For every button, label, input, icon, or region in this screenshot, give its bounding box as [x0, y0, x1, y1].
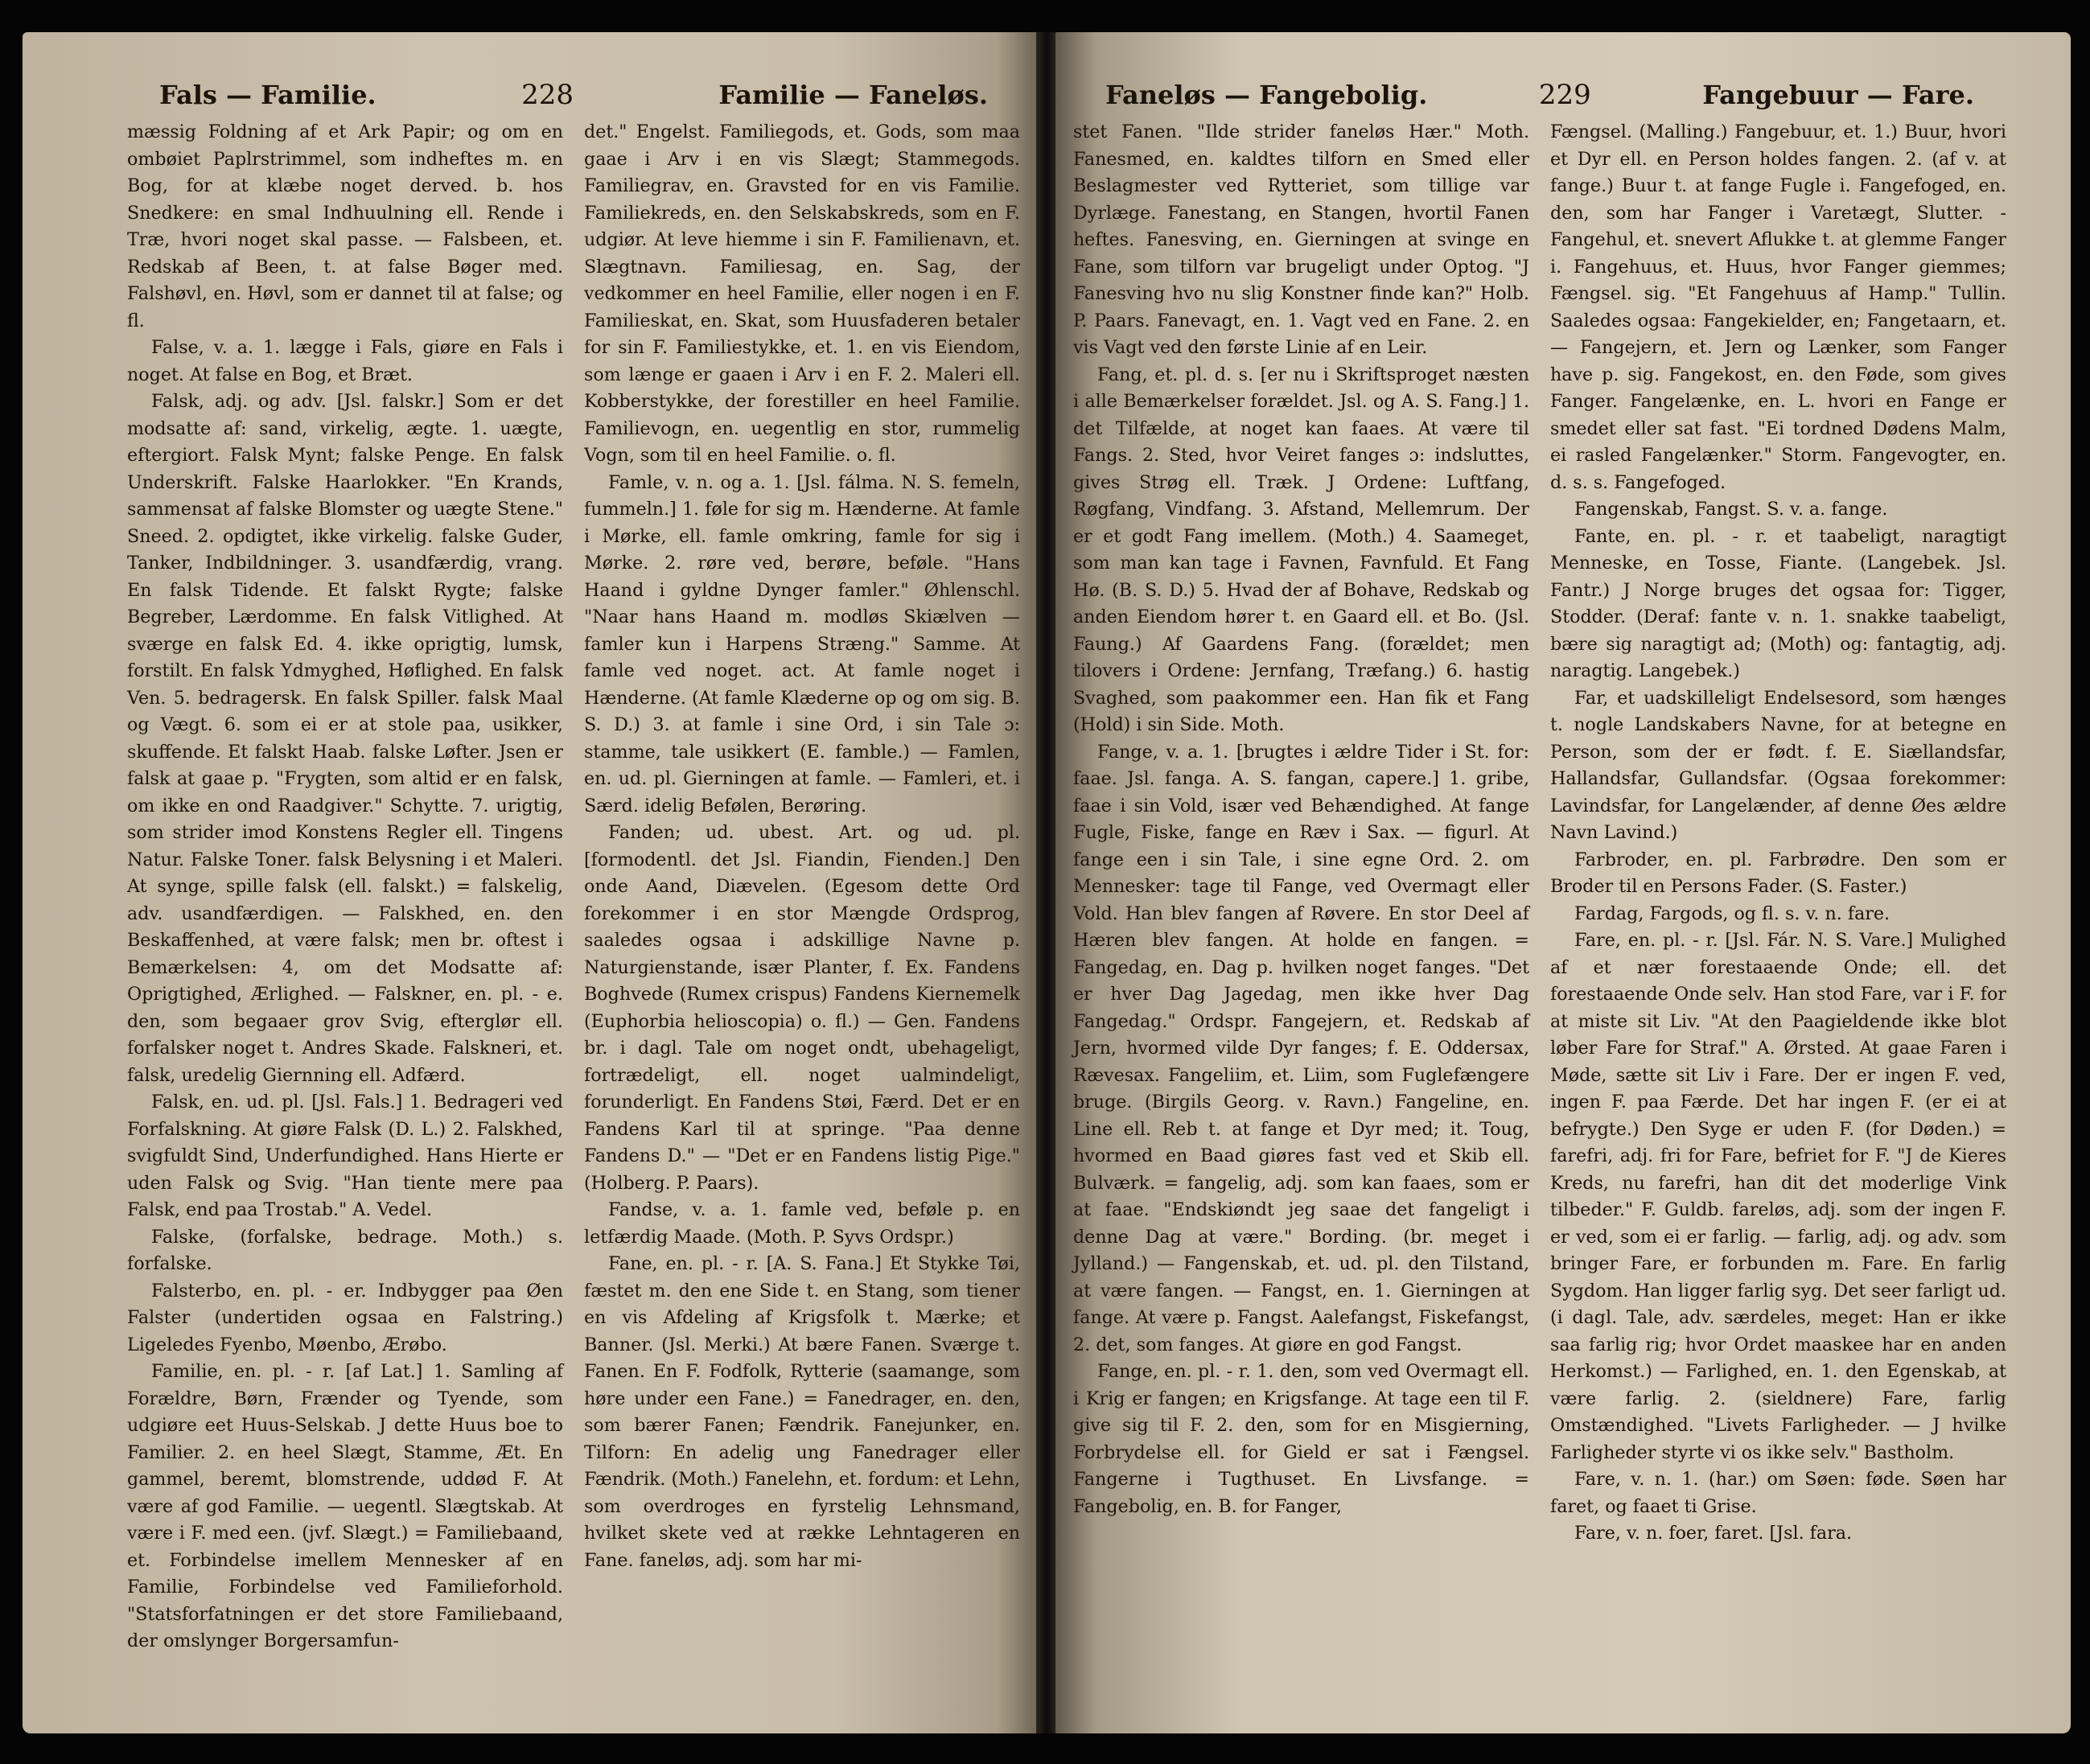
entry-paragraph: Falsterbo, en. pl. - er. Indbygger paa Øen Falster (undertiden ogsaa en Falstring.) Ligeledes Fyenbo, Møenbo, Ærøbo. [127, 1280, 563, 1355]
entry-paragraph: Fangenskab, Fangst. S. v. a. fange. [1574, 499, 1888, 520]
entry-paragraph: Fare, v. n. foer, faret. [Jsl. fara. [1574, 1523, 1852, 1544]
running-head [1073, 79, 2006, 111]
entry-paragraph: Fante, en. pl. - r. et taabeligt, naragtigt Menneske, en Tosse, Fiante. (Langebek. Jsl. Fantr.) J Norge bruges det ogsaa for: Tigger, Stodder. (Deraf: fante v. n. 1. snakke taabeligt, bære sig naragtigt ad; (Moth) og: fantagtig, adj. naragtig. Langebek.) [1550, 525, 2006, 681]
page-number: 228 [521, 79, 574, 111]
header-right: Familie — Faneløs. [718, 80, 988, 110]
entry-paragraph: False, v. a. 1. lægge i Fals, giøre en Fals i noget. At false en Bog, et Bræt. [127, 337, 563, 385]
column-1 [127, 119, 563, 1655]
entry-paragraph: Fane, en. pl. - r. [A. S. Fana.] Et Stykke Tøi, fæstet m. den ene Side t. en Stang, som tiener en vis Afdeling af Krigsfolk t. Mærke; et Banner. (Jsl. Merki.) At bære Fanen. Sværge t. Fanen. En F. Fodfolk, Rytterie (saamange, som høre under een Fane.) = Fanedrager, en. den, som bærer Fanen; Fændrik. Fanejunker, en. Tilforn: En adelig ung Fanedrager eller Fændrik. (Moth.) Fanelehn, et. fordum: et Lehn, som overdroges en fyrstelig Lehnsmand, hvilket skete ved at række Lehntageren en Fane. faneløs, adj. som har mi- [584, 1253, 1020, 1571]
column-2 [584, 119, 1020, 1655]
header-left: Fals — Familie. [159, 80, 376, 110]
entry-paragraph: Fange, v. a. 1. [brugtes i ældre Tider i St. for: faae. Jsl. fanga. A. S. fangan, capere.] 1. gribe, faae i sin Vold, især ved Behændighed. At fange Fugle, Fiske, fange en Ræv i Sax. — figurl. At fange een i sin Tale, i sine egne Ord. 2. om Mennesker: tage til Fange, ved Overmagt eller Vold. Han blev fangen af Røvere. En stor Deel af Hæren blev fangen. At holde en fangen. = Fangedag, en. Dag p. hvilken noget fanges. "Det er hver Dag Jagedag, men ikke hver Dag Fangedag." Ordspr. Fangejern, et. Redskab af Jern, hvormed vilde Dyr fanges; f. E. Oddersax, Rævesax. Fangeliim, et. Liim, som Fuglefængere bruge. (Birgils Georg. v. Ravn.) Fangeline, en. Line ell. Reb t. at fange et Dyr med; it. Toug, hvormed en Baad giøres fast ved et Skib ell. Bulværk. = fangelig, adj. som kan faaes, som er at faae. "Endskiøndt jeg saae det fangeligt i denne Dag at være." Bording. (br. meget i Jylland.) — Fangenskab, et. ud. pl. den Tilstand, at være fangen. — Fangst, en. 1. Gierningen at fange. At være p. Fangst. Aalefangst, Fiskefangst, 2. det, som fanges. At giøre en god Fangst. [1073, 741, 1529, 1355]
header-right: Fangebuur — Fare. [1702, 80, 1974, 110]
entry-paragraph: Fængsel. (Malling.) Fangebuur, et. 1.) Buur, hvori et Dyr ell. en Person holdes fangen. 2. (af v. at fange.) Buur t. at fange Fugle i. Fangefoged, en. den, som har Fanger i Varetægt, Slutter. - Fangehul, et. snevert Aflukke t. at glemme Fanger i. Fangehuus, et. Huus, hvor Fanger giemmes; Fængsel. sig. "Et Fangehuus af Hamp." Tullin. Saaledes ogsaa: Fangekielder, en; Fangetaarn, et. — Fangejern, et. Jern og Lænker, som Fanger have p. sig. Fangekost, en. den Føde, som gives Fanger. Fangelænke, en. L. hvori en Fange er smedet eller sat fast. "Ei tordned Dødens Malm, ei rasled Fangelænker." Storm. Fangevogter, en. d. s. s. Fangefoged. [1550, 121, 2006, 493]
entry-paragraph: stet Fanen. "Ilde strider faneløs Hær." Moth. Fanesmed, en. kaldtes tilforn en Smed eller Beslagmester ved Rytteriet, som tillige var Dyrlæge. Fanestang, en Stangen, hvortil Fanen heftes. Fanesving, en. Gierningen at svinge en Fane, som tilforn var brugeligt under Optog. "J Fanesving hvo nu slig Konstner finde kan?" Holb. P. Paars. Fanevagt, en. 1. Vagt ved en Fane. 2. en vis Vagt ved den første Linie af en Leir. [1073, 121, 1529, 358]
entry-paragraph: Famle, v. n. og a. 1. [Jsl. fálma. N. S. femeln, fummeln.] 1. føle for sig m. Hænderne. At famle i Mørke, ell. famle omkring, famle for sig i Mørke. 2. røre ved, berøre, beføle. "Hans Haand i gyldne Dynger famler." Øhlenschl. "Naar hans Haand m. modløs Skiælven — famler kun i Harpens Stræng." Samme. At famle ved noget. act. At famle noget i Hænderne. (At famle Klæderne op og om sig. B. S. D.) 3. at famle i sine Ord, i sin Tale ɔ: stamme, tale usikkert (E. famble.) — Famlen, en. ud. pl. Gierningen at famle. — Famleri, et. i Særd. idelig Befølen, Berøring. [584, 471, 1020, 816]
entry-paragraph: Falsk, en. ud. pl. [Jsl. Fals.] 1. Bedrageri ved Forfalskning. At giøre Falsk (D. L.) 2. Falskhed, svigfuldt Sind, Underfundighed. Hans Hierte er uden Falsk og Svig. "Han tiente mere paa Falsk, end paa Trostab." A. Vedel. [127, 1092, 563, 1220]
header-left: Faneløs — Fangebolig. [1105, 80, 1428, 110]
entry-paragraph: Falsk, adj. og adv. [Jsl. falskr.] Som er det modsatte af: sand, virkelig, ægte. 1. uægte, eftergiort. Falsk Mynt; falske Penge. En falsk Underskrift. Falske Haarlokker. "En Krands, sammensat af falske Blomster og uægte Stene." Sneed. 2. opdigtet, ikke virkelig. falske Guder, Tanker, Indbildninger. 3. usandfærdig, vrang. En falsk Tidende. Et falskt Rygte; falske Begreber, Lærdomme. En falsk Vitlighed. At sværge en falsk Ed. 4. ikke oprigtig, lumsk, forstilt. En falsk Ydmyghed, Høflighed. En falsk Ven. 5. bedragersk. En falsk Spiller. falsk Maal og Vægt. 6. som ei er at stole paa, usikker, skuffende. Et falskt Haab. falske Løfter. Jsen er falsk at gaae p. "Frygten, som altid er en falsk, om ikke en ond Raadgiver." Schytte. 7. urigtig, som strider imod Konstens Regler ell. Tingens Natur. Falske Toner. falsk Belysning i et Maleri. At synge, spille falsk (ell. falskt.) = falskelig, adv. usandfærdigen. — Falskhed, en. den Beskaffenhed, at være falsk; men br. oftest i Bemærkelsen: 4, om det Modsatte af: Oprigtighed, Ærlighed. — Falskner, en. pl. - e. den, som begaaer grov Svig, efterglør ell. forfalsker noget t. Andres Skade. Falskneri, et. falsk, uredelig Giernning ell. Adfærd. [127, 391, 563, 1086]
text-columns [127, 119, 1020, 1655]
running-head [127, 79, 1020, 111]
entry-paragraph: Familie, en. pl. - r. [af Lat.] 1. Samling af Forældre, Børn, Frænder og Tyende, som udgiøre eet Huus-Selskab. J dette Huus boe to Familier. 2. en heel Slægt, Stamme, Æt. En gammel, beremt, blomstrende, uddød F. At være af god Familie. — uegentl. Slægtskab. At være i F. med een. (jvf. Slægt.) = Familiebaand, et. Forbindelse imellem Mennesker af en Familie, Forbindelse ved Familieforhold. "Statsforfatningen er det store Familiebaand, der omslynger Borgersamfun- [127, 1361, 563, 1651]
entry-paragraph: Falske, (forfalske, bedrage. Moth.) s. forfalske. [127, 1226, 563, 1274]
column-2 [1550, 119, 2006, 1548]
book-gutter [1036, 32, 1057, 1733]
column-1 [1073, 119, 1529, 1548]
entry-paragraph: Fang, et. pl. d. s. [er nu i Skriftsproget næsten i alle Bemærkelser forældet. Jsl. og A. S. Fang.] 1. det Tilfælde, at noget kan faaes. At være til Fangs. 2. Sted, hvor Veiret fanges ɔ: indsluttes, gives Strøg ell. Træk. J Ordene: Luftfang, Røgfang, Vindfang. 3. Afstand, Mellemrum. Der er et godt Fang imellem. (Moth.) 4. Saameget, som man kan tage i Favnen, Favnfuld. Et Fang Hø. (B. S. D.) 5. Hvad der af Bohave, Redskab og anden Eiendom hører t. en Gaard ell. et Bo. (Jsl. Faung.) Af Gaardens Fang. (forældet; men tilovers i Ordene: Jernfang, Træfang.) 6. hastig Svaghed, som paakommer een. Han fik et Fang (Hold) i sin Side. Moth. [1073, 364, 1529, 735]
entry-paragraph: Fare, en. pl. - r. [Jsl. Fár. N. S. Vare.] Mulighed af et nær forestaaende Onde; ell. det forestaaende Onde selv. Han stod Fare, var i F. for at miste sit Liv. "At den Paagieldende ikke blot løber Fare for Straf." A. Ørsted. At gaae Faren i Møde, sætte sit Liv i Fare. Der er ingen F. ved, ingen F. paa Færde. Det har ingen F. (er ei at befrygte.) Den Syge er uden F. (for Døden.) = farefri, adj. fri for Fare, befriet for F. "J de Kieres Kreds, nu farefri, han dit det moderlige Vink tilbeder." F. Guldb. fareløs, adj. som der ingen F. er ved, som ei er farlig. — farlig, adj. og adv. som bringer Fare, er forbunden m. Fare. En farlig Sygdom. Han ligger farlig syg. Det seer farligt ud. (i dagl. Tale, adv. særdeles, meget: Han er ikke saa farlig rig; hvor Ordet maaskee har en anden Herkomst.) — Farlighed, en. 1. den Egenskab, at være farlig. 2. (sieldnere) Fare, farlig Omstændighed. "Livets Farligheder. — J hvilke Farligheder styrte vi os ikke selv." Bastholm. [1550, 930, 2006, 1463]
entry-paragraph: Fanden; ud. ubest. Art. og ud. pl. [formodentl. det Jsl. Fiandin, Fienden.] Den onde Aand, Diævelen. (Egesom dette Ord forekommer i en stor Mængde Ordsprog, saaledes ogsaa i adskillige Navne p. Naturgienstande, især Planter, f. Ex. Fandens Boghvede (Rumex crispus) Fandens Kiernemelk (Euphorbia helioscopia) o. fl.) — Gen. Fandens br. i dagl. Tale om noget ondt, ubehageligt, fortrædeligt, ell. noget ualmindeligt, forunderligt. En Fandens Støi, Færd. Det er en Fandens Karl til at springe. "Paa denne Fandens D." — "Det er en Fandens listig Pige." (Holberg. P. Paars). [584, 822, 1020, 1194]
entry-paragraph: Fandse, v. a. 1. famle ved, beføle p. en letfærdig Maade. (Moth. P. Syvs Ordspr.) [584, 1199, 1020, 1248]
right-page [1055, 32, 2071, 1733]
entry-paragraph: Far, et uadskilleligt Endelsesord, som hænges t. nogle Landskabers Navne, for at betegne en Person, som der er født. f. E. Siællandsfar, Hallandsfar, Gullandsfar. (Ogsaa forekommer: Lavindsfar, for Langelænder, af denne Øes ældre Navn Lavind.) [1550, 687, 2006, 843]
entry-paragraph: Fardag, Fargods, og fl. s. v. n. fare. [1574, 903, 1890, 924]
entry-paragraph: Fange, en. pl. - r. 1. den, som ved Overmagt ell. i Krig er fangen; en Krigsfange. At tage een til F. give sig til F. 2. den, som for en Misgierning, Forbrydelse ell. for Gield er sat i Fængsel. Fangerne i Tugthuset. En Livsfange. = Fangebolig, en. B. for Fanger, [1073, 1361, 1529, 1517]
text-columns [1073, 119, 2006, 1548]
page-number: 229 [1538, 79, 1591, 111]
entry-paragraph: Fare, v. n. 1. (har.) om Søen: føde. Søen har faret, og faaet ti Grise. [1550, 1469, 2006, 1517]
entry-paragraph: det." Engelst. Familiegods, et. Gods, som maa gaae i Arv i en vis Slægt; Stammegods. Familiegrav, en. Gravsted for en vis Familie. Familiekreds, en. den Selskabskreds, som en F. udgiør. At leve hiemme i sin F. Familienavn, et. Slægtnavn. Familiesag, en. Sag, der vedkommer en heel Familie, eller nogen i en F. Familieskat, en. Skat, som Huusfaderen betaler for sin F. Familiestykke, et. 1. en vis Eiendom, som længe er gaaen i Arv i en F. 2. Maleri ell. Kobberstykke, der forestiller en heel Familie. Familievogn, en. uegentlig en stor, rummelig Vogn, som til en heel Familie. o. fl. [584, 121, 1020, 466]
entry-paragraph: Farbroder, en. pl. Farbrødre. Den som er Broder til en Persons Fader. (S. Faster.) [1550, 849, 2006, 897]
entry-paragraph: mæssig Foldning af et Ark Papir; og om en ombøiet Paplrstrimmel, som indheftes m. en Bog, for at klæbe noget derved. b. hos Snedkere: en smal Indhuulning ell. Rende i Træ, hvori noget skal passe. — Falsbeen, et. Redskab af Been, t. at false Bøger med. Falshøvl, en. Høvl, som er dannet til at false; og fl. [127, 121, 563, 331]
left-page [23, 32, 1038, 1733]
